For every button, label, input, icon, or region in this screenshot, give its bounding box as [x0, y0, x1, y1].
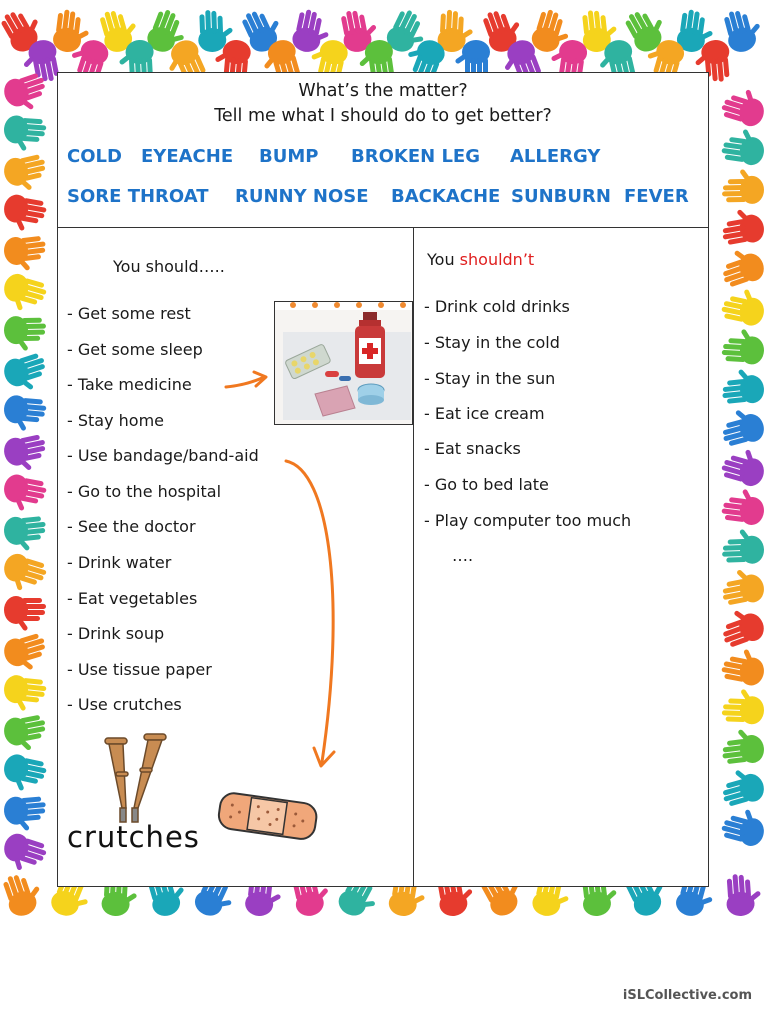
should-item: - Use crutches [67, 695, 182, 714]
should-item: - Get some sleep [67, 340, 203, 359]
shouldnt-item: - Stay in the sun [424, 369, 556, 388]
shouldnt-heading-word: shouldn’t [459, 250, 535, 269]
vocab-word: SORE THROAT [67, 186, 209, 207]
title-instruction: Tell me what I should do to get better? [214, 106, 552, 126]
vocab-word: BUMP [259, 146, 319, 167]
hand-decoration-icon [1, 151, 50, 195]
hand-decoration-icon [720, 726, 766, 766]
hand-decoration-icon [716, 243, 767, 290]
vocab-word: EYEACHE [141, 146, 234, 167]
should-item: - Use bandage/band-aid [67, 446, 259, 465]
shouldnt-heading [427, 250, 534, 269]
hand-decoration-icon [719, 83, 768, 129]
medicine-image [274, 301, 413, 425]
hand-decoration-icon [719, 803, 768, 848]
hand-decoration-icon [4, 596, 46, 632]
vocab-word: BACKACHE [391, 186, 501, 207]
shouldnt-item: - Play computer too much [424, 511, 632, 530]
watermark: iSLCollective.com [622, 988, 752, 1003]
hand-decoration-icon [0, 831, 49, 878]
hand-decoration-icon [722, 168, 765, 204]
hand-decoration-icon [717, 404, 767, 449]
vocab-word: BROKEN LEG [351, 146, 480, 167]
shouldnt-item: - Eat snacks [424, 439, 521, 458]
hand-decoration-icon [1, 350, 52, 397]
hand-decoration-icon [2, 712, 50, 755]
hand-decoration-icon [716, 603, 768, 651]
vocab-word: FEVER [624, 186, 689, 207]
should-item: - Stay home [67, 411, 165, 430]
hand-decoration-icon [717, 764, 767, 810]
hand-decoration-icon [719, 205, 767, 247]
should-item: - Go to the hospital [67, 482, 222, 501]
should-item: - See the doctor [67, 517, 196, 536]
shouldnt-heading-prefix: You [427, 250, 455, 269]
hand-decoration-icon [2, 233, 48, 273]
hand-decoration-icon [720, 486, 766, 526]
hand-decoration-icon [0, 271, 49, 317]
shouldnt-item: - Go to bed late [424, 475, 549, 494]
hand-decoration-icon [721, 327, 765, 365]
shouldnt-item: - Drink cold drinks [424, 297, 570, 316]
hand-decoration-icon [2, 674, 47, 714]
should-item: - Use tissue paper [67, 660, 212, 679]
vocab-word: COLD [67, 146, 122, 167]
hand-decoration-icon [719, 443, 768, 489]
hand-decoration-icon [1, 193, 49, 235]
hand-decoration-icon [1, 630, 52, 676]
crutches-label: crutches [67, 820, 200, 854]
hand-decoration-icon [4, 316, 47, 352]
shouldnt-item: - Eat ice cream [424, 404, 545, 423]
hand-decoration-icon [720, 126, 767, 167]
hand-decoration-icon [3, 115, 47, 153]
hand-decoration-icon [3, 794, 48, 833]
title-question: What’s the matter? [298, 81, 468, 101]
should-item: - Eat vegetables [67, 589, 198, 608]
hand-decoration-icon [0, 752, 48, 796]
bandage-icon [215, 788, 320, 846]
hand-decoration-icon [724, 873, 762, 917]
vocab-word: SUNBURN [511, 186, 611, 207]
should-item: - Drink soup [67, 624, 165, 643]
hand-decoration-icon [721, 528, 764, 565]
hand-decoration-icon [0, 551, 49, 597]
should-item: - Get some rest [67, 304, 191, 323]
hand-decoration-icon [3, 514, 48, 554]
should-item: - Drink water [67, 553, 172, 572]
crutches-icon [100, 728, 180, 828]
should-item: - Take medicine [67, 375, 192, 394]
hand-decoration-icon [718, 565, 766, 608]
should-heading: You should….. [113, 257, 225, 276]
hand-decoration-icon [0, 472, 48, 515]
shouldnt-item: - Stay in the cold [424, 333, 560, 352]
shouldnt-ellipsis: …. [452, 546, 474, 565]
vocab-word: ALLERGY [510, 146, 601, 167]
hand-decoration-icon [722, 688, 765, 725]
hand-decoration-icon [2, 432, 50, 476]
hand-decoration-icon [720, 366, 765, 406]
hand-decoration-icon [720, 284, 768, 328]
hand-decoration-icon [720, 645, 768, 688]
vocab-word: RUNNY NOSE [235, 186, 369, 207]
hand-decoration-icon [2, 394, 47, 433]
hand-decoration-icon [0, 868, 47, 919]
